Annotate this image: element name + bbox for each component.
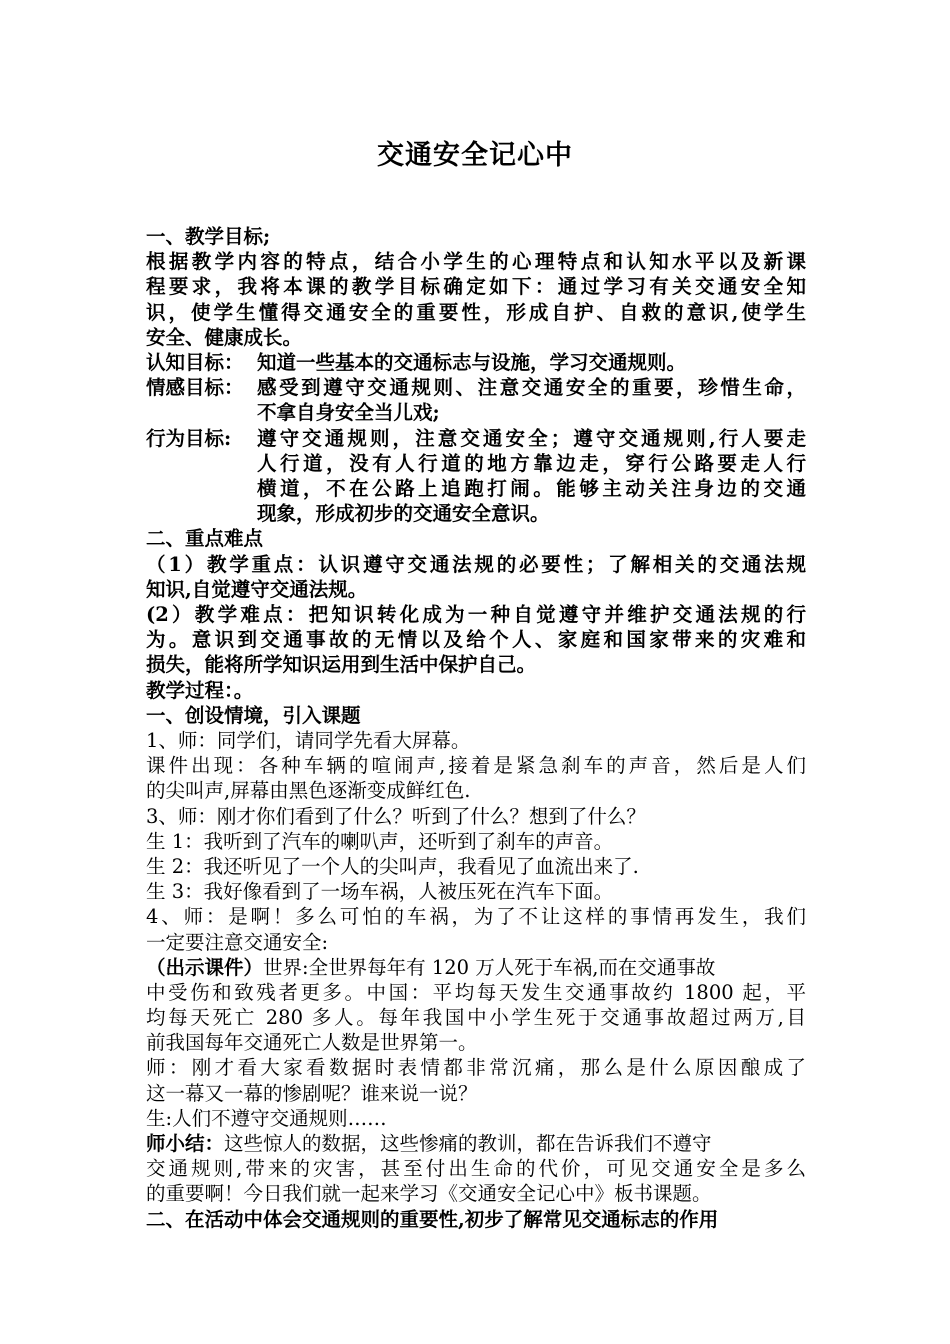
paragraph-line: (2）教学难点：把知识转化成为一种自觉遵守并维护交通法规的行: [146, 602, 806, 626]
goal-text: 现象，形成初步的交通安全意识。: [257, 502, 550, 526]
paragraph-line: 损失，能将所学知识运用到生活中保护自己。: [146, 653, 537, 677]
section-heading-key-points: 二、重点难点: [146, 527, 264, 551]
paragraph-line: 识，使学生懂得交通安全的重要性，形成自护、自救的意识,使学生: [146, 300, 806, 324]
paragraph-line: 生 2：我还听见了一个人的尖叫声，我看见了血流出来了.: [146, 854, 639, 878]
document-body: [146, 224, 806, 1232]
section-heading-process: 教学过程：。: [146, 678, 254, 702]
goal-text: 遵守交通规则，注意交通安全；遵守交通规则,行人要走: [257, 426, 806, 450]
paragraph-line: 课件出现：各种车辆的喧闹声,接着是紧急刹车的声音，然后是人们: [146, 754, 806, 778]
paragraph-line: [146, 1131, 806, 1156]
document-title: 交通安全记心中: [377, 140, 573, 171]
goal-cognitive: [146, 350, 806, 375]
section-heading-activity: 二、在活动中体会交通规则的重要性,初步了解常见交通标志的作用: [146, 1207, 719, 1231]
paragraph-line: 3、师：刚才你们看到了什么？听到了什么？想到了什么？: [146, 804, 646, 828]
paragraph-line: 的重要啊！今日我们就一起来学习《交通安全记心中》板书课题。: [146, 1182, 712, 1206]
paragraph-line: 生:人们不遵守交通规则……: [146, 1106, 387, 1130]
paragraph-line: 生 3：我好像看到了一场车祸，人被压死在汽车下面。: [146, 880, 614, 904]
paragraph-line: 交通规则,带来的灾害，甚至付出生命的代价，可见交通安全是多么: [146, 1157, 806, 1181]
goal-behavioral: [146, 426, 806, 527]
goal-text: 横道，不在公路上追跑打闹。能够主动关注身边的交通: [257, 476, 806, 500]
goal-text: 知道一些基本的交通标志与设施，学习交通规则。: [257, 350, 687, 374]
paragraph-line: （1）教学重点：认识遵守交通法规的必要性；了解相关的交通法规: [146, 552, 806, 576]
summary-text: 这些惊人的数据，这些惨痛的教训，都在告诉我们不遵守: [224, 1132, 712, 1156]
goal-label: 认知目标：: [146, 350, 244, 374]
paragraph-line: 生 1：我听到了汽车的喇叭声，还听到了刹车的声音。: [146, 829, 614, 853]
paragraph-line: 4、师：是啊！多么可怕的车祸，为了不让这样的事情再发生，我们: [146, 905, 806, 929]
paragraph-line: 中受伤和致残者更多。中国：平均每天发生交通事故约 1800 起，平: [146, 980, 806, 1004]
paragraph-line: 安全、健康成长。: [146, 325, 303, 349]
courseware-label: （出示课件）: [146, 955, 264, 979]
paragraph-line: 为。意识到交通事故的无情以及给个人、家庭和国家带来的灾难和: [146, 628, 806, 652]
paragraph-line: 程要求，我将本课的教学目标确定如下：通过学习有关交通安全知: [146, 275, 806, 299]
goal-emotional: [146, 375, 806, 425]
paragraph-line: 根据教学内容的特点，结合小学生的心理特点和认知水平以及新课: [146, 250, 806, 274]
section-heading-teaching-goals: 一、教学目标;: [146, 225, 271, 248]
paragraph-line: 师：刚才看大家看数据时表情都非常沉痛，那么是什么原因酿成了: [146, 1056, 806, 1080]
paragraph-line: 的尖叫声,屏幕由黑色逐渐变成鲜红色.: [146, 779, 471, 803]
goal-text: 感受到遵守交通规则、注意交通安全的重要，珍惜生命，: [257, 376, 806, 400]
goal-label: 情感目标：: [146, 376, 244, 400]
paragraph-line: [146, 955, 806, 980]
section-heading-intro: 一、创设情境，引入课题: [146, 703, 361, 727]
paragraph-line: 前我国每年交通死亡人数是世界第一。: [146, 1031, 478, 1055]
paragraph-line: 这一幕又一幕的惨剧呢？谁来说一说？: [146, 1081, 478, 1105]
paragraph-line: 一定要注意交通安全:: [146, 930, 329, 954]
paragraph-line: 1、师：同学们，请同学先看大屏幕。: [146, 728, 471, 752]
paragraph-line: 均每天死亡 280 多人。每年我国中小学生死于交通事故超过两万,目: [146, 1006, 806, 1030]
goal-label: 行为目标:: [146, 426, 232, 450]
goal-text: 人行道，没有人行道的地方靠边走，穿行公路要走人行: [257, 451, 806, 475]
courseware-text: 世界:全世界每年有 120 万人死于车祸,而在交通事故: [263, 955, 716, 979]
paragraph-line: 知识,自觉遵守交通法规。: [146, 577, 368, 601]
summary-label: 师小结：: [146, 1132, 225, 1156]
goal-text: 不拿自身安全当儿戏;: [257, 401, 440, 425]
